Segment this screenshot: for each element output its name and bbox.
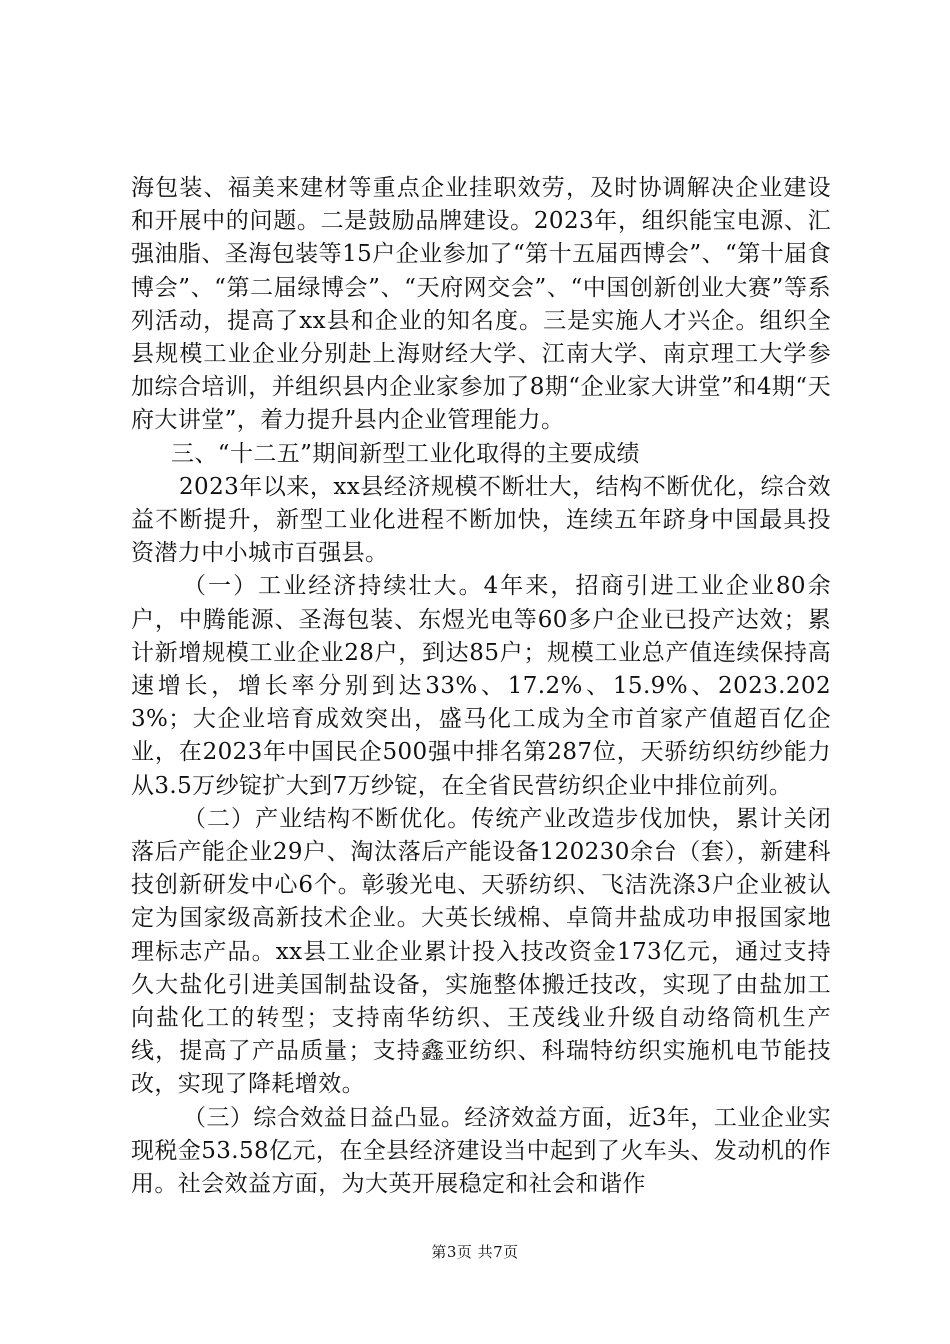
paragraph-industrial-growth: （一）工业经济持续壮大。4年来，招商引进工业企业80余户，中腾能源、圣海包装、东煜光电等60多户企业已投产达效；累计新增规模工业企业28户，到达85户；规模工业总产值连续保持高速增长，增长率分别到达33%、17.2%、15.9%、2023.2023%；大企业培育成效突出，盛马化工成为全市首家产值超百亿企业，在2023年中国民企500强中排名第287位，天骄纺织纺纱能力从3.5万纱锭扩大到7万纱锭，在全省民营纺织企业中排位前列。 [131,573,831,799]
paragraph-brand-talent: 海包装、福美来建材等重点企业挂职效劳，及时协调解决企业建设和开展中的问题。二是鼓励品牌建设。2023年，组织能宝电源、汇强油脂、圣海包装等15户企业参加了“第十五届西博会”、“第十届食博会”、“第二届绿博会”、“天府网交会”、“中国创新创业大赛”等系列活动，提高了xx县和企业的知名度。三是实施人才兴企。组织全县规模工业企业分别赴上海财经大学、江南大学、南京理工大学参加综合培训，并组织县内企业家参加了8期“企业家大讲堂”和4期“天府大讲堂”，着力提升县内企业管理能力。 [131,175,831,434]
page-number-label: 第3页 共7页 [431,1243,519,1261]
section-heading-achievements: 三、“十二五”期间新型工业化取得的主要成绩 [171,440,640,467]
paragraph-structure-optimization: （二）产业结构不断优化。传统产业改造步伐加快，累计关闭落后产能企业29户、淘汰落后产能设备120230余台（套），新建科技创新研发中心6个。彰骏光电、天骄纺织、飞洁洗涤3户企业被认定为国家级高新技术企业。大英长绒棉、卓筒井盐成功申报国家地理标志产品。xx县工业企业累计投入技改资金173亿元，通过支持久大盐化引进美国制盐设备，实施整体搬迁技改，实现了由盐加工向盐化工的转型；支持南华纺织、王茂线业升级自动络筒机生产线，提高了产品质量；支持鑫亚纺织、科瑞特纺织实施机电节能技改，实现了降耗增效。 [131,805,831,1098]
document-body [131,172,831,1201]
page-footer [0,1241,950,1262]
paragraph-comprehensive-benefits: （三）综合效益日益凸显。经济效益方面，近3年，工业企业实现税金53.58亿元，在全县经济建设当中起到了火车头、发动机的作用。社会效益方面，为大英开展稳定和社会和谐作 [131,1104,831,1198]
paragraph-overview: 2023年以来，xx县经济规模不断壮大，结构不断优化，综合效益不断提升，新型工业化进程不断加快，连续五年跻身中国最具投资潜力中小城市百强县。 [131,473,831,567]
